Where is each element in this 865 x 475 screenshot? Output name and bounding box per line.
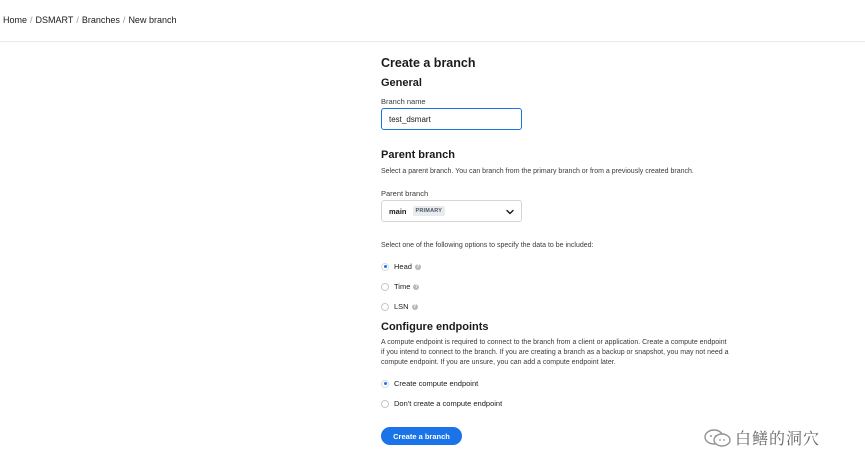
branch-name-label: Branch name	[381, 97, 426, 106]
create-branch-button[interactable]: Create a branch	[381, 427, 462, 445]
wechat-logo-icon	[703, 427, 733, 449]
radio-button[interactable]	[381, 283, 389, 291]
help-icon[interactable]: ?	[414, 283, 418, 290]
endpoints-description: A compute endpoint is required to connect to the branch from a client or application. Create a compute endpoint if you intend to connect to the branch. If you are creating a branch as a backup or snapshot, you may not need a compute endpoint. If you are unsure, you can add a compute endpoint later.	[381, 339, 729, 366]
radio-button[interactable]	[381, 303, 389, 311]
breadcrumb-separator: /	[76, 15, 79, 25]
radio-label-lsn: LSN	[394, 302, 409, 311]
radio-label-head: Head	[394, 262, 412, 271]
parent-branch-selected-value: main	[389, 206, 407, 216]
radio-option-lsn[interactable]	[381, 302, 418, 311]
chevron-down-icon	[505, 207, 515, 217]
radio-label-no-endpoint: Don't create a compute endpoint	[394, 399, 503, 408]
page-title: Create a branch	[381, 56, 476, 70]
parent-branch-label: Parent branch	[381, 189, 429, 198]
section-general-heading: General	[381, 77, 422, 89]
radio-option-head[interactable]	[381, 262, 421, 271]
help-icon[interactable]: ?	[413, 303, 417, 310]
breadcrumb	[3, 15, 176, 25]
primary-badge: PRIMARY	[413, 206, 446, 216]
radio-button[interactable]	[381, 263, 389, 271]
top-bar	[0, 0, 865, 42]
watermark	[703, 426, 820, 449]
parent-branch-select[interactable]	[381, 200, 522, 222]
radio-option-create-endpoint[interactable]	[381, 379, 478, 388]
radio-button[interactable]	[381, 400, 389, 408]
branch-name-input[interactable]	[381, 108, 522, 130]
watermark-text: 白鳝的洞穴	[735, 431, 821, 448]
radio-label-create-endpoint: Create compute endpoint	[394, 379, 479, 388]
breadcrumb-separator: /	[122, 15, 126, 25]
section-parent-heading: Parent branch	[381, 149, 455, 161]
section-endpoints-heading: Configure endpoints	[381, 321, 489, 333]
help-icon[interactable]: ?	[416, 263, 420, 270]
breadcrumb-branches[interactable]: Branches	[81, 15, 120, 25]
breadcrumb-separator: /	[30, 15, 33, 25]
radio-option-no-endpoint[interactable]	[381, 399, 502, 408]
radio-label-time: Time	[394, 282, 411, 291]
breadcrumb-project[interactable]: DSMART	[35, 15, 74, 25]
data-options-intro: Select one of the following options to specify the data to be included:	[381, 242, 594, 249]
radio-button[interactable]	[381, 380, 389, 388]
breadcrumb-current: New branch	[128, 15, 177, 25]
breadcrumb-home[interactable]: Home	[3, 15, 28, 25]
parent-branch-description: Select a parent branch. You can branch from the primary branch or from a previously created branch.	[381, 168, 694, 175]
radio-option-time[interactable]	[381, 282, 419, 291]
